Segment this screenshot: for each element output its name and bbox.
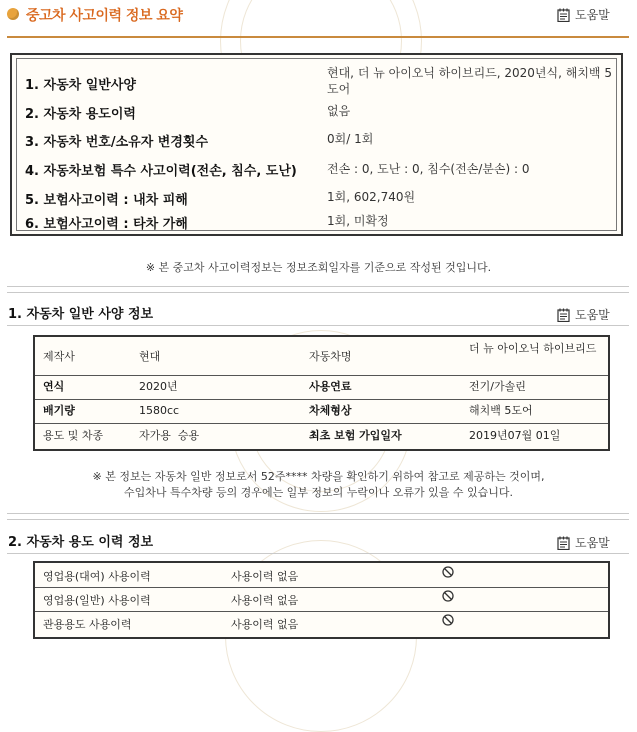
page-title: 중고차 사고이력 정보 요약 [26,8,183,24]
summary-row [17,183,616,211]
spec-note-line: 수입차나 특수차량 등의 경우에는 일부 정보의 누락이나 오류가 있을 수 있습니다. [123,486,514,499]
notepad-icon [557,8,570,22]
summary-row [17,125,616,153]
help-button[interactable] [557,6,610,23]
summary-value: 전손 : 0, 도난 : 0, 침수(전손/분손) : 0 [327,162,530,176]
table-row [35,563,608,588]
section-divider [7,325,629,326]
table-row [35,611,608,635]
spec-note-line: ※ 본 정보는 자동차 일반 정보로서 52주**** 차량을 확인하기 위하여 참고로 제공하는 것이며, [92,470,545,483]
usage-value: 사용이력 없음 [231,618,299,631]
usage-label: 영업용(일반) 사용이력 [43,594,151,607]
section-title-spec: 1. 자동차 일반 사양 정보 [8,307,154,322]
spec-note [0,469,637,501]
summary-value: 0회/ 1회 [327,132,374,146]
help-button-label: 도움말 [575,536,610,550]
no-entry-icon [442,566,454,578]
spec-value: 전기/가솔린 [469,380,526,393]
spec-value: 더 뉴 아이오닉 하이브리드 [469,342,597,355]
spec-value: 1580cc [139,404,180,417]
summary-value: 1회, 602,740원 [327,190,416,204]
table-row [35,399,608,424]
spec-label: 차체형상 [309,404,352,417]
spec-value: 2019년07월 01일 [469,429,561,442]
summary-label: 6. 보험사고이력 : 타차 가해 [25,217,188,232]
spec-value: 자가용 승용 [139,429,200,442]
help-button[interactable] [557,306,610,323]
spec-value: 2020년 [139,380,178,393]
section-title-usage: 2. 자동차 용도 이력 정보 [8,535,154,550]
section-divider [7,292,629,293]
spec-label: 배기량 [43,404,75,417]
spec-table [33,335,610,451]
no-entry-icon [442,590,454,602]
section-divider [7,519,629,520]
table-row [35,337,608,376]
spec-value: 현대 [139,350,161,363]
no-entry-icon [442,614,454,626]
usage-label: 영업용(대여) 사용이력 [43,570,151,583]
orange-bullet-icon [7,8,19,20]
spec-label: 자동차명 [309,350,352,363]
summary-row [17,209,616,233]
spec-label: 제작사 [43,350,75,363]
header-divider [7,36,629,38]
spec-label: 최초 보험 가입일자 [309,429,402,442]
table-row [35,587,608,612]
summary-label: 2. 자동차 용도이력 [25,107,136,122]
spec-label: 사용연료 [309,380,352,393]
summary-value: 1회, 미확정 [327,214,389,228]
summary-row [17,65,616,97]
summary-label: 3. 자동차 번호/소유자 변경횟수 [25,135,209,150]
summary-row [17,97,616,125]
summary-value: 현대, 더 뉴 아이오닉 하이브리드, 2020년식, 해치백 5도어 [327,66,612,96]
usage-value: 사용이력 없음 [231,594,299,607]
notepad-icon [557,308,570,322]
usage-value: 사용이력 없음 [231,570,299,583]
summary-label: 4. 자동차보험 특수 사고이력(전손, 침수, 도난) [25,164,297,179]
section-divider [7,286,629,287]
top-header [0,0,637,30]
help-button-label: 도움말 [575,308,610,322]
summary-label: 1. 자동차 일반사양 [25,78,136,93]
help-button[interactable] [557,534,610,551]
help-button-label: 도움말 [575,8,610,22]
usage-table [33,561,610,639]
table-row [35,423,608,449]
summary-box [10,53,623,236]
table-row [35,375,608,400]
summary-note: ※ 본 중고차 사고이력정보는 정보조회일자를 기준으로 작성된 것입니다. [145,261,492,274]
section-divider [7,553,629,554]
usage-label: 관용용도 사용이력 [43,618,132,631]
notepad-icon [557,536,570,550]
summary-inner-frame [16,58,617,231]
summary-value: 없음 [327,104,351,118]
spec-value: 해치백 5도어 [469,404,533,417]
spec-label: 연식 [43,380,65,393]
spec-label: 용도 및 차종 [43,429,104,442]
summary-row [17,153,616,183]
section-divider [7,513,629,514]
summary-label: 5. 보험사고이력 : 내차 피해 [25,193,188,208]
